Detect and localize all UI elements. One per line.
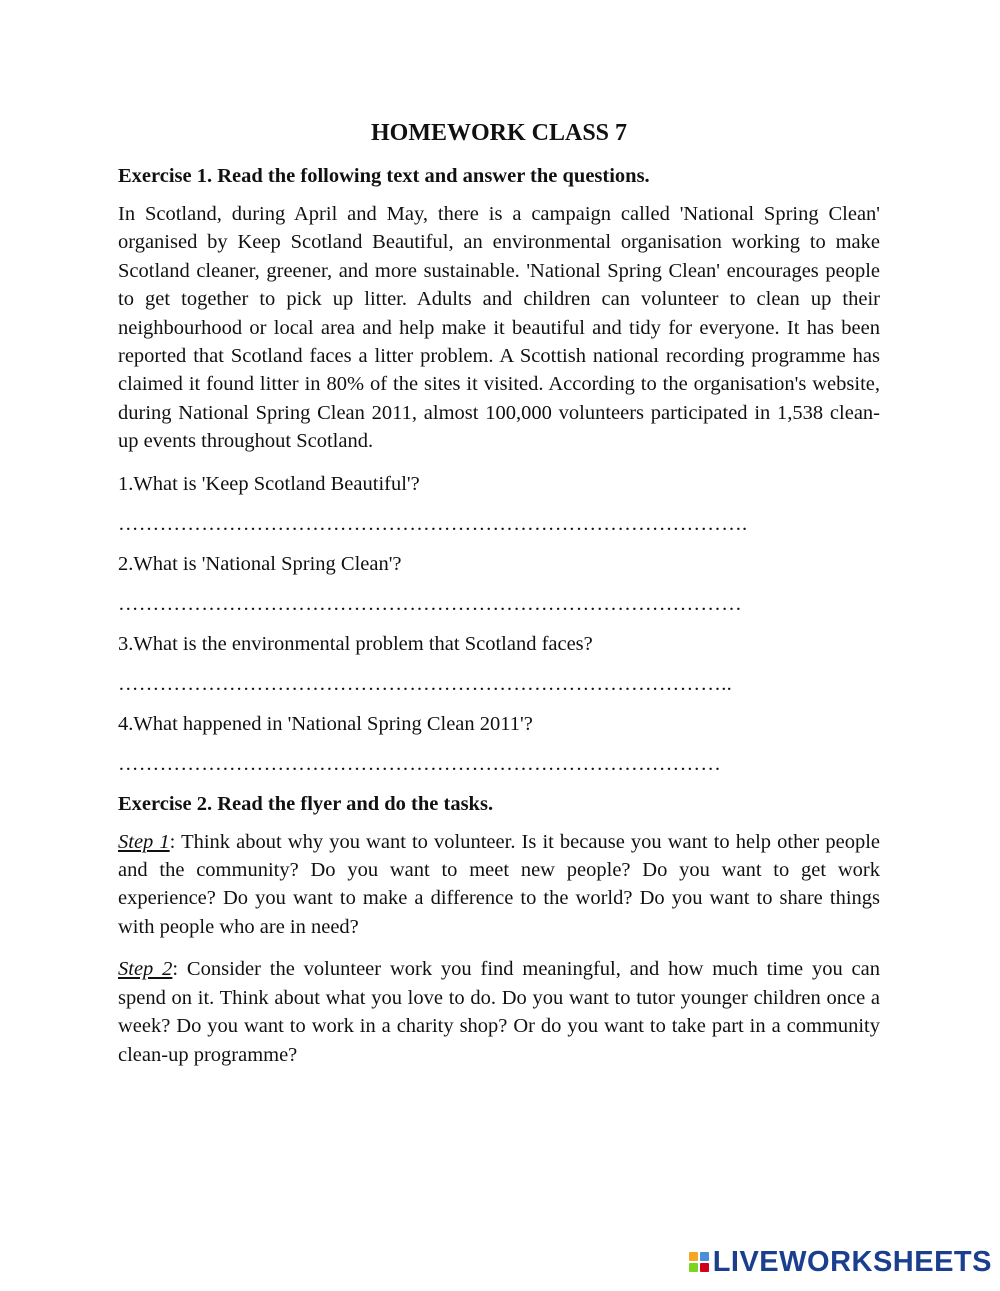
answer-line-4[interactable]: …………………………………………………………………………… xyxy=(118,752,722,775)
exercise1-heading: Exercise 1. Read the following text and answer the questions. xyxy=(118,165,650,187)
question-4: 4.What happened in 'National Spring Clean 2011'? xyxy=(118,712,533,735)
logo-icon-square-4 xyxy=(700,1263,709,1272)
exercise2-heading: Exercise 2. Read the flyer and do the tasks. xyxy=(118,792,494,815)
answer-line-3[interactable]: …………………………………………………………………………….. xyxy=(118,672,733,695)
logo-text: LIVEWORKSHEETS xyxy=(712,1246,992,1278)
question-1: 1.What is 'Keep Scotland Beautiful'? xyxy=(118,472,420,495)
exercise1-passage: In Scotland, during April and May, there is a campaign called 'National Spring Clean' organised by Keep Scotland Beautiful, an environmental organisation working to make Scotland cleaner, greener, and more sustainable. 'National Spring Clean' encourages people to get together to pick up litter. Adults and children can volunteer to clean up their neighbourhood or local area and help make it beautiful and tidy for everyone. It has been reported that Scotland faces a litter problem. A Scottish national recording programme has claimed it found litter in 80% of the sites it visited. According to the organisation's website, during National Spring Clean 2011, almost 100,000 volunteers participated in 1,538 clean-up events throughout Scotland. xyxy=(118,203,880,453)
question-2: 2.What is 'National Spring Clean'? xyxy=(118,552,402,575)
step-2-paragraph xyxy=(118,955,880,1069)
logo-icon-square-3 xyxy=(689,1263,698,1272)
logo-icon-square-1 xyxy=(689,1252,698,1261)
answer-line-2[interactable]: ……………………………………………………………………………… xyxy=(118,592,742,615)
step-2-label: Step 2 xyxy=(118,958,173,981)
answer-line-1[interactable]: ………………………………………………………………………………. xyxy=(118,512,748,535)
page-title: HOMEWORK CLASS 7 xyxy=(370,120,628,146)
step-1-text: : Think about why you want to volunteer. Is it because you want to help other people and the community? Do you want to meet new people? Do you want to get work experience? Do you want to make a difference to the world? Do you want to share things with people who are in need? xyxy=(118,830,880,938)
liveworksheets-logo[interactable] xyxy=(689,1247,992,1277)
logo-icon-square-2 xyxy=(700,1252,709,1261)
step-2-text: : Consider the volunteer work you find meaningful, and how much time you can spend on it. Think about what you love to do. Do you want to tutor younger children once a week? Do you want to work in a charity shop? Or do you want to take part in a community clean-up programme? xyxy=(118,958,880,1066)
step-1-label: Step 1 xyxy=(118,830,170,853)
step-1-paragraph xyxy=(118,828,880,942)
question-3: 3.What is the environmental problem that Scotland faces? xyxy=(118,632,593,655)
worksheet-page xyxy=(118,112,880,1083)
liveworksheets-logo-icon xyxy=(689,1252,709,1272)
exercise1-questions xyxy=(118,470,880,778)
